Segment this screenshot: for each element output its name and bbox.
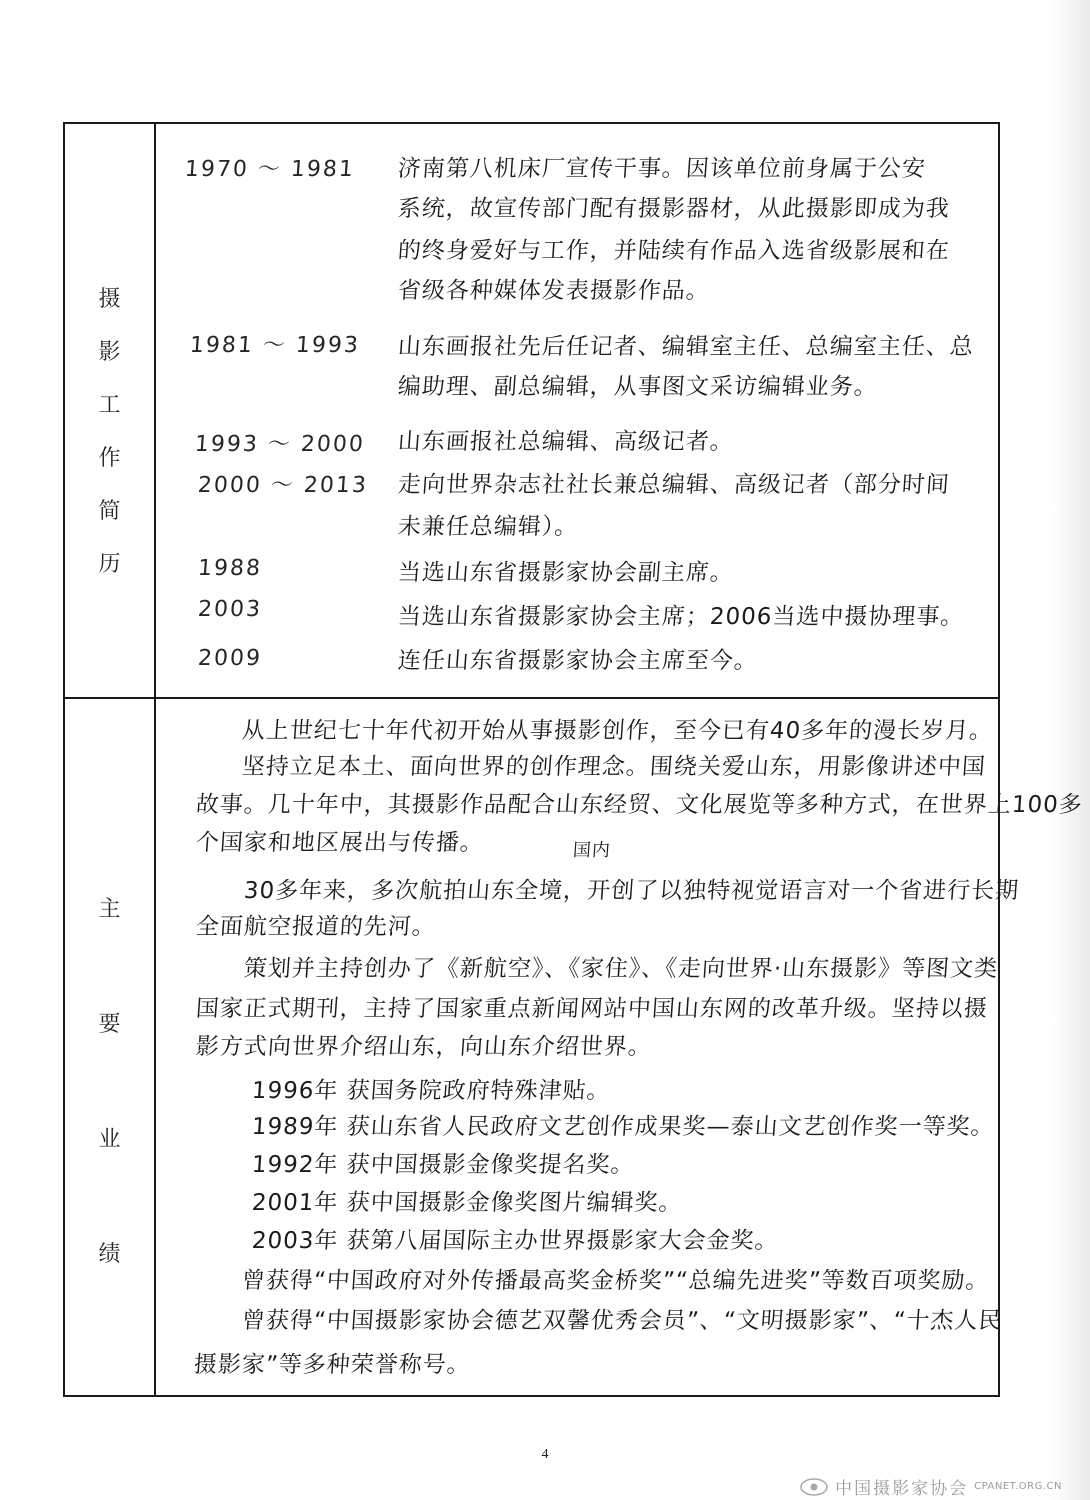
association-logo-icon — [799, 1477, 829, 1497]
entry-year: 1993 ～ 2000 — [193, 432, 366, 457]
achievement-line: 个国家和地区展出与传播。 — [194, 830, 485, 856]
achievement-line: 2001年 获中国摄影金像奖图片编辑奖。 — [250, 1190, 684, 1216]
entry-line: 当选山东省摄影家协会副主席。 — [396, 560, 735, 586]
label-char: 要 — [98, 1012, 121, 1037]
achievement-line: 2003年 获第八届国际主办世界摄影家大会金奖。 — [250, 1228, 780, 1254]
entry-year: 1981 ～ 1993 — [188, 333, 361, 358]
watermark-text: 中国摄影家协会 — [835, 1479, 969, 1499]
label-char: 绩 — [98, 1242, 121, 1267]
entry-line: 山东画报社总编辑、高级记者。 — [396, 429, 735, 455]
entry-line: 连任山东省摄影家协会主席至今。 — [396, 648, 759, 674]
entry-line: 未兼任总编辑）。 — [396, 514, 580, 540]
entry-line: 当选山东省摄影家协会主席；2006当选中摄协理事。 — [396, 604, 966, 630]
achievement-line: 全面航空报道的先河。 — [194, 914, 437, 940]
entry-line: 山东画报社先后任记者、编辑室主任、总编室主任、总 — [396, 334, 975, 360]
page-number: 4 — [541, 1447, 549, 1462]
entry-line: 的终身爱好与工作，并陆续有作品入选省级影展和在 — [396, 238, 951, 264]
label-char: 摄 — [98, 287, 121, 312]
achievement-line: 曾获得“中国政府对外传播最高奖金桥奖”“总编先进奖”等数百项奖励。 — [240, 1268, 991, 1294]
watermark-url: CPANET.ORG.CN — [974, 1481, 1062, 1492]
label-char: 主 — [98, 897, 121, 922]
scan-edge-shadow — [1052, 0, 1090, 1500]
watermark — [799, 1474, 1062, 1499]
achievement-line: 国家正式期刊，主持了国家重点新闻网站中国山东网的改革升级。坚持以摄 — [194, 996, 989, 1022]
label-char: 作 — [98, 446, 121, 471]
achievement-line: 30多年来，多次航拍山东全境，开创了以独特视觉语言对一个省进行长期 — [242, 878, 1021, 904]
inserted-note: 国内 — [572, 840, 612, 861]
entry-year: 2009 — [197, 646, 263, 671]
achievement-line: 1989年 获山东省人民政府文艺创作成果奖—泰山文艺创作奖一等奖。 — [250, 1114, 996, 1140]
entry-line: 编助理、副总编辑，从事图文采访编辑业务。 — [396, 374, 879, 400]
achievement-line: 影方式向世界介绍山东，向山东介绍世界。 — [194, 1034, 653, 1060]
entry-line: 系统，故宣传部门配有摄影器材，从此摄影即成为我 — [396, 196, 951, 222]
entry-year: 2003 — [197, 597, 263, 622]
achievement-line: 曾获得“中国摄影家协会德艺双馨优秀会员”、“文明摄影家”、“十杰人民 — [240, 1308, 1004, 1334]
entry-year: 1988 — [197, 556, 263, 581]
achievement-line: 故事。几十年中，其摄影作品配合山东经贸、文化展览等多种方式，在世界上100多 — [194, 792, 1084, 818]
label-char: 简 — [98, 499, 121, 524]
achievement-line: 1992年 获中国摄影金像奖提名奖。 — [250, 1152, 636, 1178]
label-char: 业 — [98, 1127, 121, 1152]
section-label-main-achievements — [65, 892, 154, 1268]
achievement-line: 摄影家”等多种荣誉称号。 — [192, 1352, 472, 1378]
achievement-line: 坚持立足本土、面向世界的创作理念。围绕关爱山东，用影像讲述中国 — [240, 754, 987, 780]
column-divider — [154, 124, 156, 1395]
row-divider — [65, 697, 998, 699]
label-char: 历 — [98, 552, 121, 577]
entry-line: 走向世界杂志社社长兼总编辑、高级记者（部分时间 — [396, 472, 951, 498]
label-char: 工 — [98, 393, 121, 418]
entry-year: 1970 ～ 1981 — [183, 157, 356, 182]
achievement-line: 策划并主持创办了《新航空》、《家住》、《走向世界·山东摄影》等图文类 — [242, 956, 1000, 982]
entry-year: 2000 ～ 2013 — [196, 473, 369, 498]
achievement-line: 1996年 获国务院政府特殊津贴。 — [250, 1078, 612, 1104]
entry-line: 省级各种媒体发表摄影作品。 — [396, 278, 711, 304]
section-label-photography-resume — [65, 282, 154, 578]
entry-line: 济南第八机床厂宣传干事。因该单位前身属于公安 — [396, 156, 927, 182]
achievement-line: 从上世纪七十年代初开始从事摄影创作，至今已有40多年的漫长岁月。 — [240, 718, 995, 744]
label-char: 影 — [98, 340, 121, 365]
